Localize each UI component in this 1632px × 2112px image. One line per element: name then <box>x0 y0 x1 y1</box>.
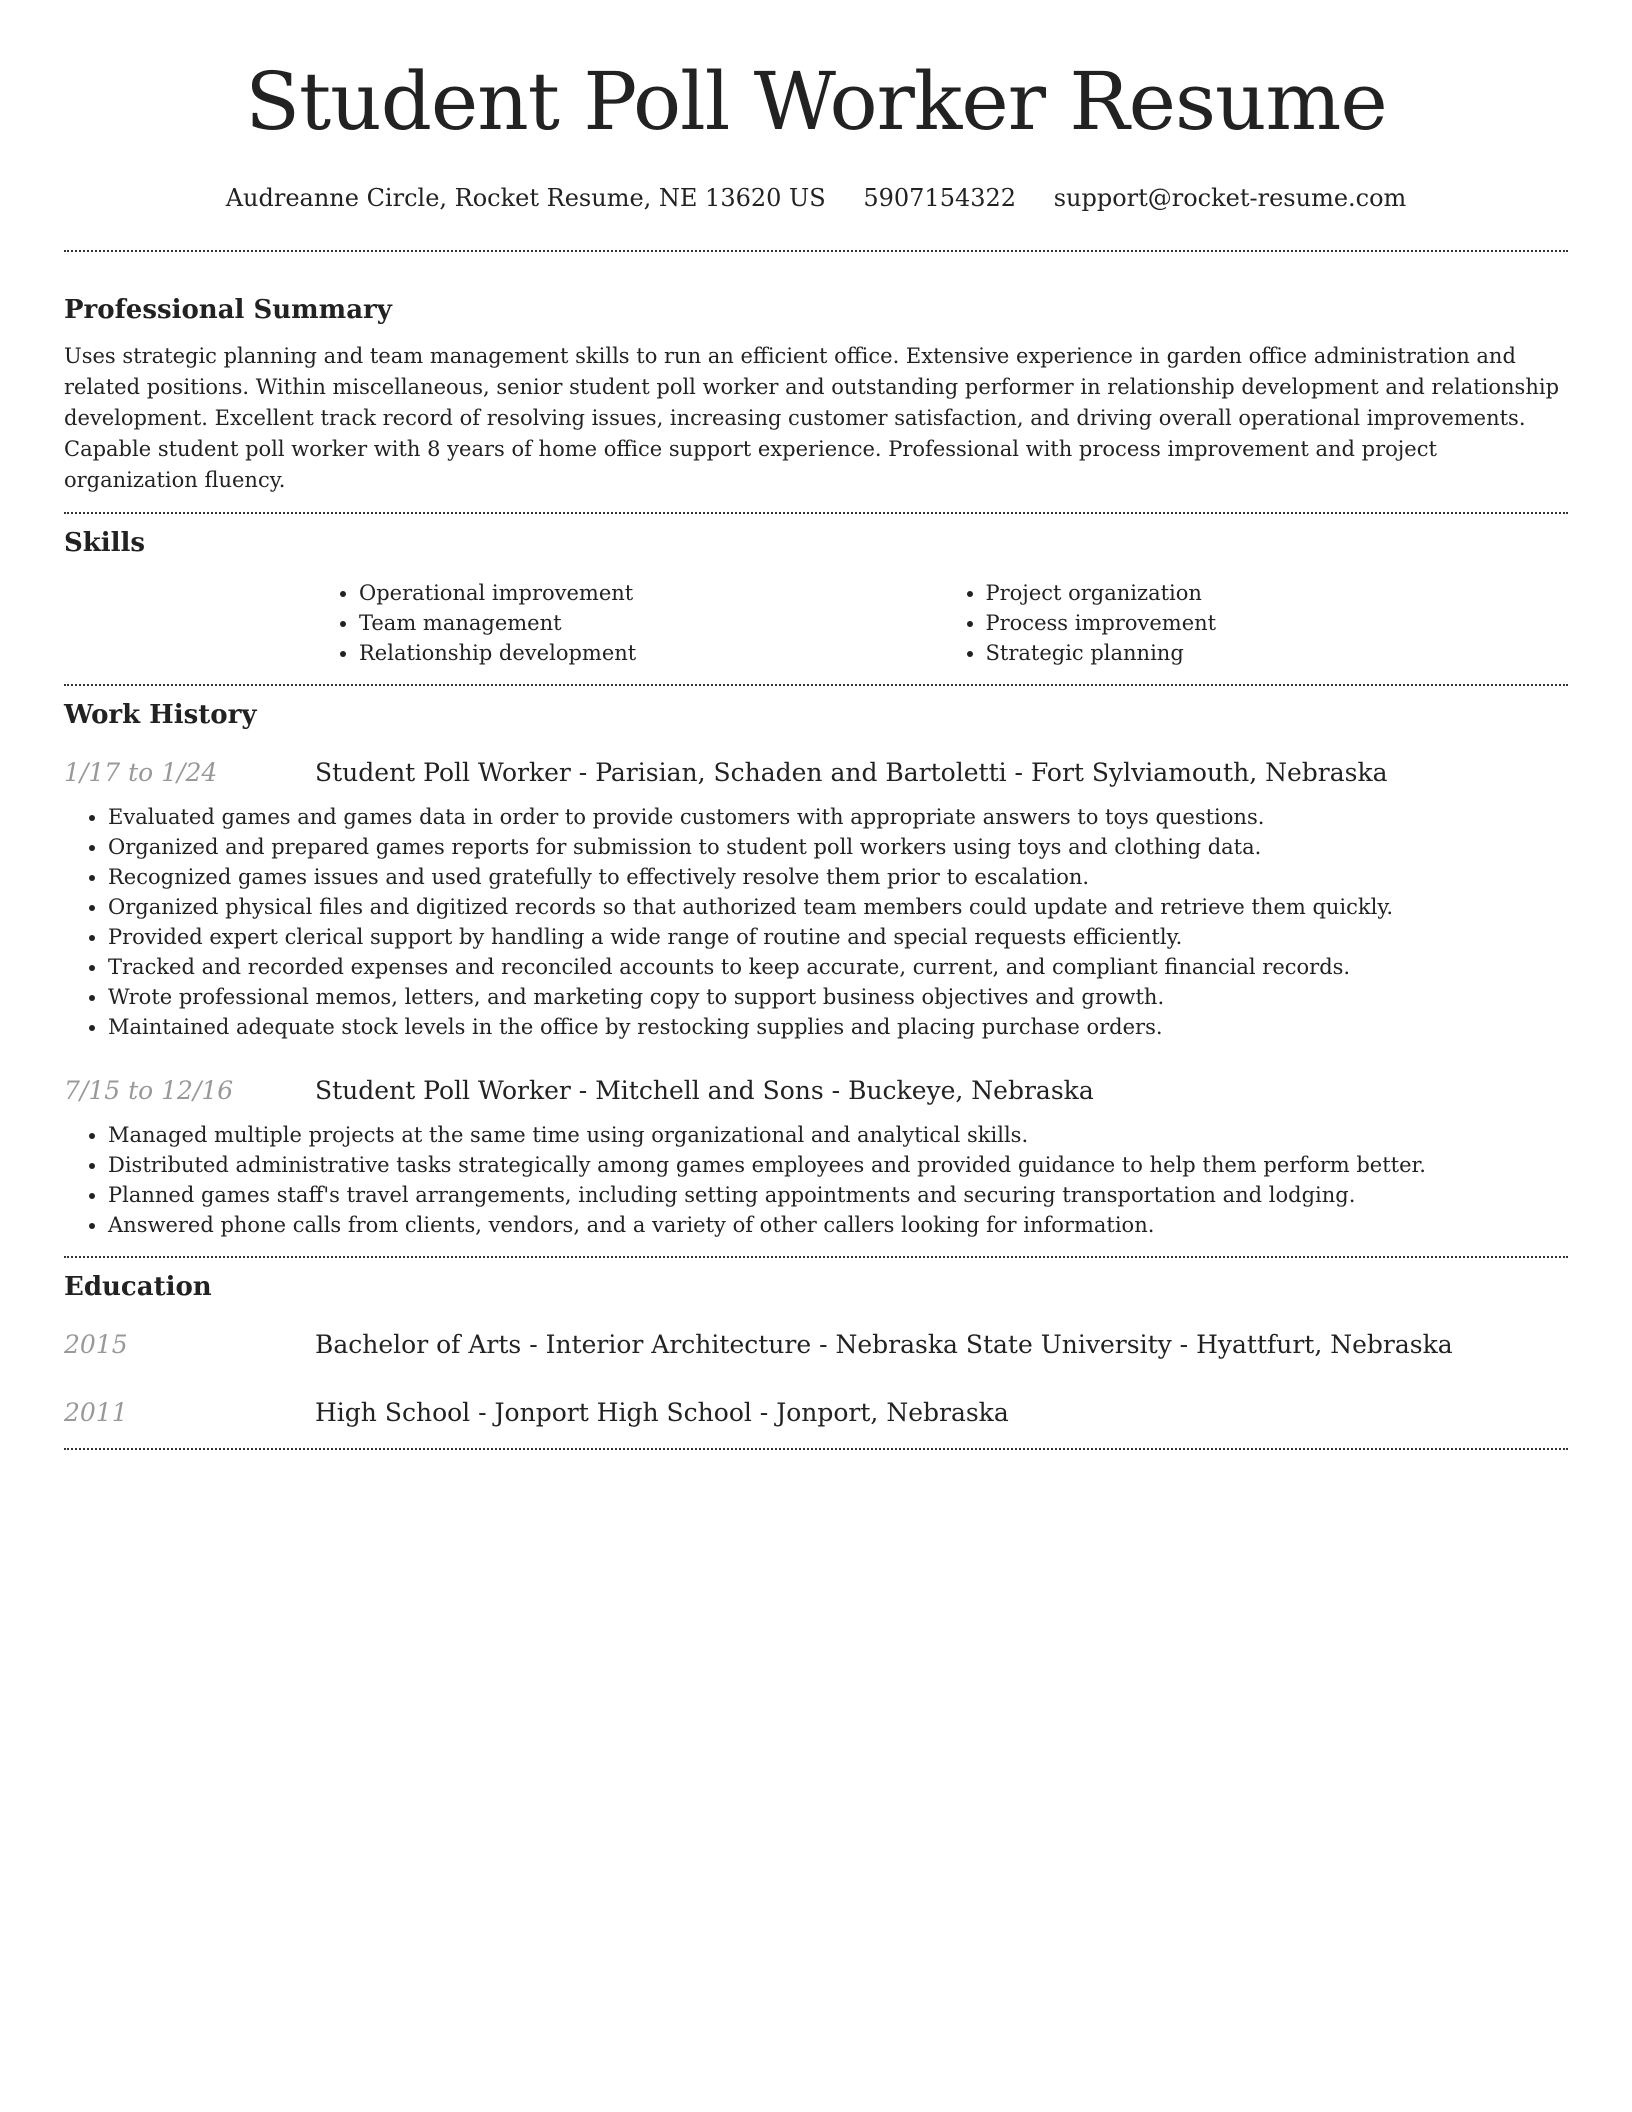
skills-heading: Skills <box>64 528 146 558</box>
education-title: High School - Jonport High School - Jonport, Nebraska <box>315 1398 1009 1427</box>
skill-item: • Process improvement <box>986 608 1569 638</box>
education-entry <box>64 1328 1568 1362</box>
job-bullet: • Organized physical files and digitized records so that authorized team members could update and retrieve them quickly. <box>108 892 1568 922</box>
job-bullet: • Maintained adequate stock levels in the office by restocking supplies and placing purchase orders. <box>108 1012 1568 1042</box>
divider <box>64 1448 1568 1450</box>
skill-item: • Operational improvement <box>359 578 942 608</box>
education-heading: Education <box>64 1272 212 1302</box>
job-bullet: • Evaluated games and games data in order to provide customers with appropriate answers to toys questions. <box>108 802 1568 832</box>
skills-list-left <box>315 578 942 668</box>
skills-section <box>64 526 1568 668</box>
job-entry <box>64 1074 1568 1108</box>
job-bullet: • Answered phone calls from clients, vendors, and a variety of other callers looking for information. <box>108 1210 1568 1240</box>
divider <box>64 512 1568 514</box>
job-title: Student Poll Worker - Parisian, Schaden and Bartoletti - Fort Sylviamouth, Nebraska <box>315 758 1388 787</box>
job-bullet: • Recognized games issues and used gratefully to effectively resolve them prior to escalation. <box>108 862 1568 892</box>
skills-grid <box>315 578 1568 668</box>
divider <box>64 684 1568 686</box>
resume-title: Student Poll Worker Resume <box>245 55 1387 148</box>
job-bullets <box>64 1120 1568 1240</box>
job-bullet: • Planned games staff's travel arrangements, including setting appointments and securing transportation and lodging. <box>108 1180 1568 1210</box>
job-bullet: • Distributed administrative tasks strategically among games employees and provided guidance to help them perform better. <box>108 1150 1568 1180</box>
job-bullet: • Provided expert clerical support by handling a wide range of routine and special requests efficiently. <box>108 922 1568 952</box>
education-year: 2011 <box>64 1398 128 1427</box>
work-section <box>64 698 1568 1240</box>
contact-email: support@rocket-resume.com <box>1053 184 1407 212</box>
skill-item: • Relationship development <box>359 638 942 668</box>
job-bullets <box>64 802 1568 1042</box>
education-year: 2015 <box>64 1330 128 1359</box>
job-title: Student Poll Worker - Mitchell and Sons - Buckeye, Nebraska <box>315 1076 1094 1105</box>
job-bullet: • Tracked and recorded expenses and reconciled accounts to keep accurate, current, and compliant financial records. <box>108 952 1568 982</box>
summary-heading: Professional Summary <box>64 295 392 325</box>
resume-page <box>64 0 1568 1450</box>
job-dates: 1/17 to 1/24 <box>64 758 218 787</box>
job-bullet: • Managed multiple projects at the same time using organizational and analytical skills. <box>108 1120 1568 1150</box>
divider <box>64 1256 1568 1258</box>
summary-section <box>64 293 1568 496</box>
education-section <box>64 1270 1568 1430</box>
contact-line <box>64 182 1568 214</box>
divider <box>64 250 1568 252</box>
job-dates: 7/15 to 12/16 <box>64 1076 234 1105</box>
contact-phone: 5907154322 <box>863 184 1017 212</box>
work-heading: Work History <box>64 700 257 730</box>
summary-text: Uses strategic planning and team management skills to run an efficient office. Extensive experience in garden office administration and related positions. Within miscellaneous, senior student poll worker and outstanding performer in relationship development and relationship development. Excellent track record of resolving issues, increasing customer satisfaction, and driving overall operational improvements. Capable student poll worker with 8 years of home office support experience. Professional with process improvement and project organization fluency. <box>64 344 1560 492</box>
education-entry <box>64 1396 1568 1430</box>
job-bullet: • Wrote professional memos, letters, and marketing copy to support business objectives and growth. <box>108 982 1568 1012</box>
job-bullet: • Organized and prepared games reports for submission to student poll workers using toys and clothing data. <box>108 832 1568 862</box>
skills-list-right <box>942 578 1569 668</box>
job-entry <box>64 756 1568 790</box>
skill-item: • Strategic planning <box>986 638 1569 668</box>
skill-item: • Team management <box>359 608 942 638</box>
contact-address: Audreanne Circle, Rocket Resume, NE 13620 US <box>225 184 826 212</box>
skill-item: • Project organization <box>986 578 1569 608</box>
education-title: Bachelor of Arts - Interior Architecture - Nebraska State University - Hyattfurt, Nebraska <box>315 1330 1453 1359</box>
